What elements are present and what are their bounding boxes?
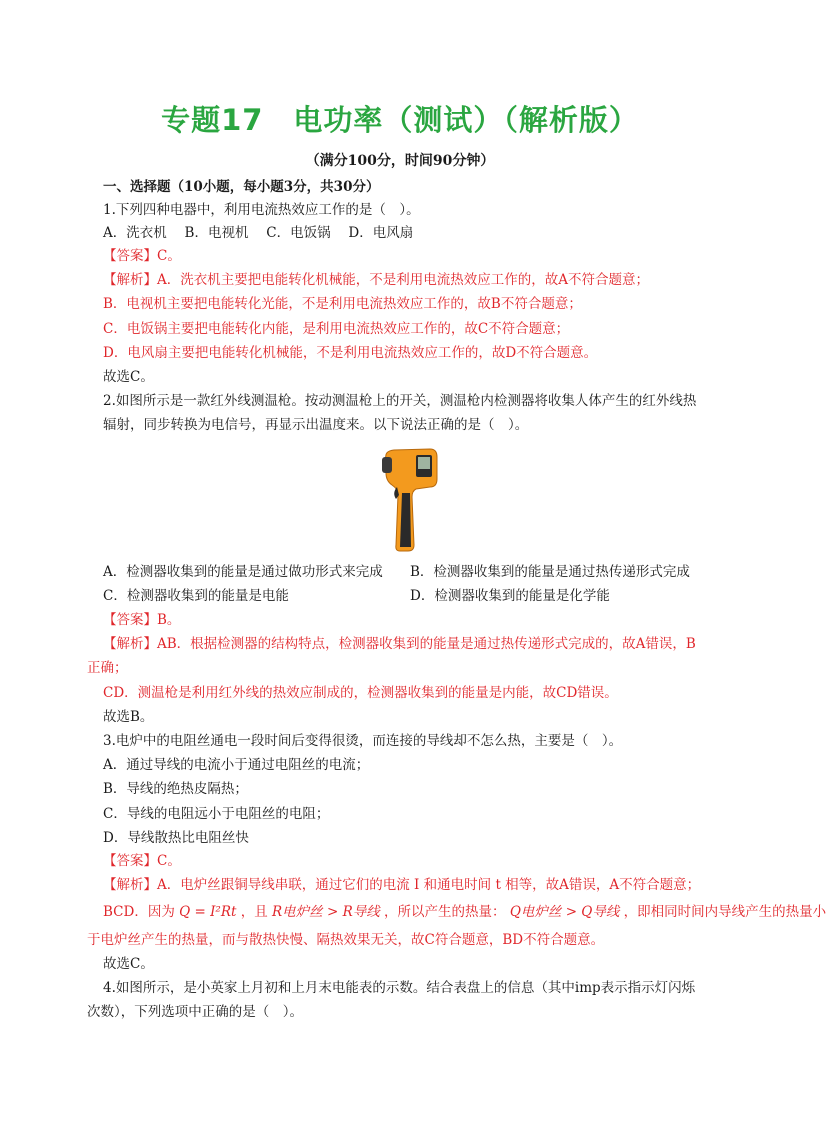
- q3-analysis-conj: ，且: [240, 904, 268, 920]
- q1-options: A．洗衣机 B．电视机 C．电饭锅 D．电风扇: [103, 225, 414, 241]
- q4-stem-line2: 次数），下列选项中正确的是（ ）。: [87, 1004, 303, 1020]
- q3-option-a: A．通过导线的电流小于通过电阻丝的电流；: [103, 757, 370, 773]
- q3-analysis-prefix: BCD．因为: [103, 904, 175, 920]
- heat-formula: Q = I²Rt: [179, 904, 237, 920]
- q1-analysis-c: C．电饭锅主要把电能转化内能，是利用电流热效应工作的，故C不符合题意；: [103, 321, 570, 337]
- q2-option-c: C．检测器收集到的能量是电能: [103, 588, 289, 604]
- infrared-thermometer-gun-icon: [380, 445, 440, 555]
- q2-option-b: B．检测器收集到的能量是通过热传递形式完成: [410, 564, 690, 580]
- q3-analysis-so: ，所以产生的热量：: [384, 904, 506, 920]
- q2-answer: 【答案】B。: [103, 612, 181, 628]
- q4-stem-line1: 4.如图所示，是小英家上月初和上月末电能表的示数。结合表盘上的信息（其中imp表示指示灯闪烁: [103, 980, 696, 996]
- q1-answer: 【答案】C。: [103, 248, 181, 264]
- q1-conclusion: 故选C。: [103, 369, 154, 385]
- q1-analysis-a: 【解析】A．洗衣机主要把电能转化机械能，不是利用电流热效应工作的，故A不符合题意；: [103, 272, 649, 288]
- q2-analysis-line3: CD．测温枪是利用红外线的热效应制成的，检测器收集到的能量是内能，故CD错误。: [103, 685, 618, 701]
- section-heading: 一、选择题（10小题，每小题3分，共30分）: [103, 179, 380, 195]
- q3-analysis-line1: 【解析】A．电炉丝跟铜导线串联，通过它们的电流 I 和通电时间 t 相等，故A错误，A不符合题意；: [103, 877, 701, 893]
- q3-analysis-line3: 于电炉丝产生的热量，而与散热快慢、隔热效果无关，故C符合题意，BD不符合题意。: [87, 932, 605, 948]
- q1-analysis-d: D．电风扇主要把电能转化机械能，不是利用电流热效应工作的，故D不符合题意。: [103, 345, 598, 361]
- q3-conclusion: 故选C。: [103, 956, 154, 972]
- resistance-comparison: R电炉丝 > R导线: [272, 904, 380, 920]
- q3-answer: 【答案】C。: [103, 853, 181, 869]
- q2-option-a: A．检测器收集到的能量是通过做功形式来完成: [103, 564, 383, 580]
- q2-analysis-line1: 【解析】AB．根据检测器的结构特点，检测器收集到的能量是通过热传递形式完成的，故A错误，B: [103, 636, 696, 652]
- q2-conclusion: 故选B。: [103, 709, 154, 725]
- page-subtitle: （满分100分，时间90分钟）: [305, 153, 495, 169]
- q2-option-d: D．检测器收集到的能量是化学能: [410, 588, 610, 604]
- q3-analysis-tail: ，即相同时间内导线产生的热量小: [623, 904, 826, 920]
- q1-stem: 1.下列四种电器中，利用电流热效应工作的是（ ）。: [103, 202, 420, 218]
- q2-stem-line2: 辐射，同步转换为电信号，再显示出温度来。以下说法正确的是（ ）。: [103, 417, 529, 433]
- q3-option-d: D．导线散热比电阻丝快: [103, 830, 249, 846]
- q2-analysis-line2: 正确；: [87, 660, 128, 676]
- heat-comparison: Q电炉丝 > Q导线: [509, 904, 620, 920]
- q2-stem-line1: 2.如图所示是一款红外线测温枪。按动测温枪上的开关，测温枪内检测器将收集人体产生的红外线热: [103, 393, 697, 409]
- q3-option-c: C．导线的电阻远小于电阻丝的电阻；: [103, 806, 330, 822]
- q3-stem: 3.电炉中的电阻丝通电一段时间后变得很烫，而连接的导线却不怎么热，主要是（ ）。: [103, 733, 623, 749]
- q1-analysis-b: B．电视机主要把电能转化光能，不是利用电流热效应工作的，故B不符合题意；: [103, 296, 582, 312]
- q3-option-b: B．导线的绝热皮隔热；: [103, 781, 248, 797]
- q3-analysis-line2: [103, 903, 826, 921]
- page-title: 专题17 电功率（测试）（解析版）: [161, 103, 639, 137]
